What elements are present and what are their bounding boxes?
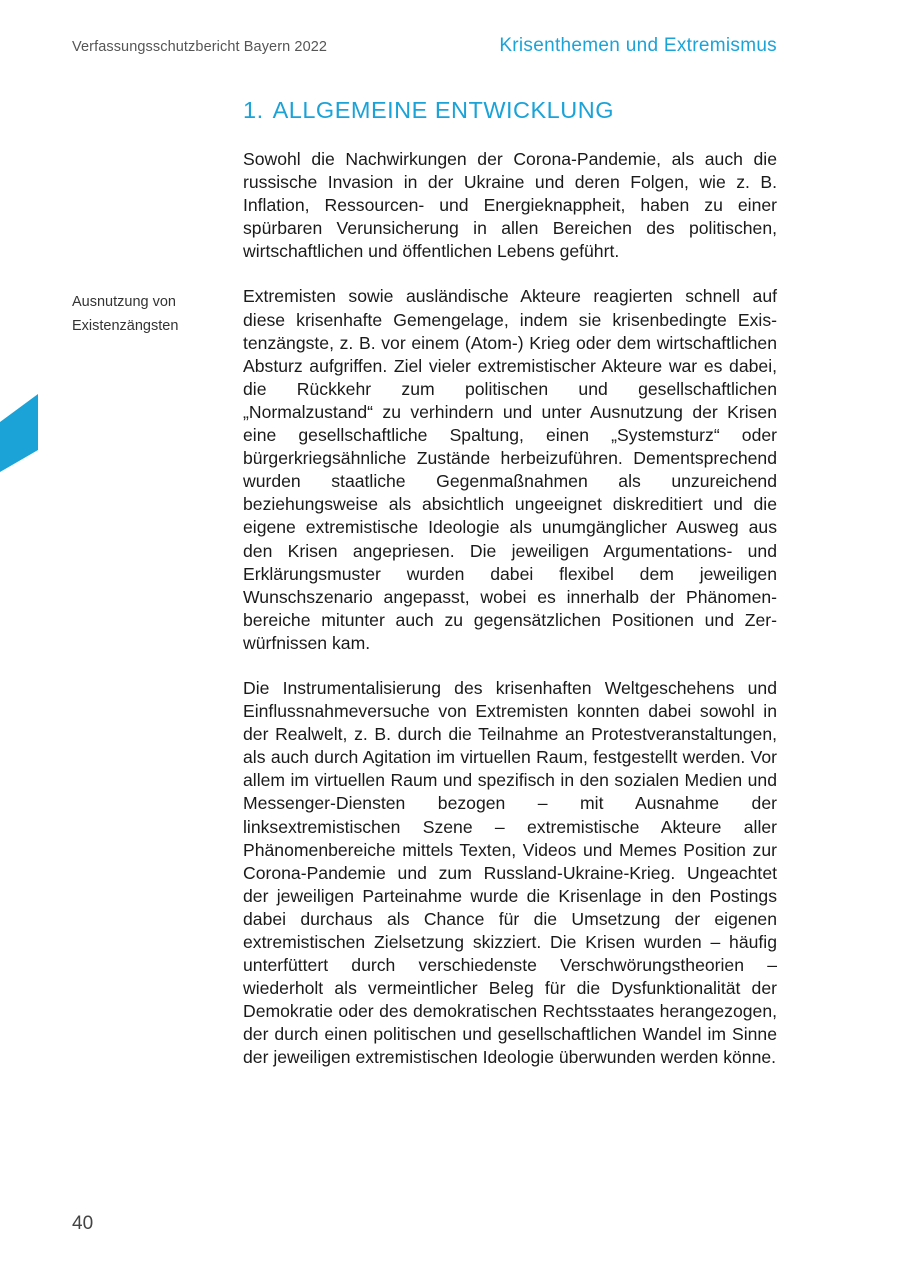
margin-note <box>72 290 222 338</box>
body-text <box>243 148 777 1092</box>
section-number: 1. <box>243 97 264 123</box>
running-header-publication: Verfassungsschutzbericht Bayern 2022 <box>72 39 328 55</box>
paragraph-1: Sowohl die Nachwirkungen der Corona-Pandemie, als auch die russische Invasion in der Ukraine und deren Folgen, wie z. B. Inflation, Ressourcen- und Energieknappheit, haben zu einer spürbaren Verunsicherung in allen Bereichen des politischen, wirtschaftlichen und öffentlichen Lebens geführt. <box>243 149 777 262</box>
section-heading <box>243 97 614 124</box>
chapter-marker-tab <box>0 394 38 472</box>
paragraph-3: Die Instrumentalisierung des krisenhaften Weltgeschehens und Einflussnahmeversuche von Extremisten konnten dabei sowohl in der Realwelt, z. B. durch die Teilnahme an Protestveranstaltungen, als auch durch Agitation im virtuellen Raum, festgestellt werden. Vor allem im virtuellen Raum und spezifisch in den sozialen Medien und Messenger-Diensten bezogen – mit Ausnahme der linksextremistischen Szene – extremistische Akteure aller Phänomenbereiche mittels Texten, Videos und Memes Position zur Corona-Pandemie und zum Russland-Ukraine-Krieg. Ungeachtet der jeweiligen Parteinahme wurde die Krisenlage in den Postings dabei durchaus als Chance für die Umsetzung der eigenen extremistischen Zielsetzung skizziert. Die Krisen wurden – häufig unterfüttert durch verschiedenste Verschwörungstheorien – wiederholt als vermeintlicher Beleg für die Dysfunktionalität der Demokratie oder des demokratischen Rechtsstaates herangezogen, der durch einen politischen und gesellschaftlichen Wandel im Sinne der jeweiligen extremistischen Ideologie überwunden werden könne. <box>243 677 777 1068</box>
running-header-chapter: Krisenthemen und Extremismus <box>499 35 777 56</box>
margin-note-line-2: Existenzängsten <box>72 318 179 334</box>
paragraph-2: Extremisten sowie ausländische Akteure reagierten schnell auf diese krisenhafte Gemengelage, indem sie krisenbedingte Existenzängste, z. B. vor einem (Atom-) Krieg oder dem wirtschaftlichen Absturz aufgriffen. Ziel vieler extremistischer Akteure war es dabei, die Rückkehr zum politischen und gesellschaftlichen „Normalzustand“ zu verhindern und unter Ausnutzung der Krisen eine gesellschaftliche Spaltung, einen „Systemsturz“ oder bürgerkriegsähnliche Zustände herbeizuführen. Dementsprechend wurden staatliche Gegenmaßnahmen als unzureichend beziehungsweise als absichtlich ungeeignet diskreditiert und die eigene extremistische Ideologie als unumgänglicher Ausweg aus den Krisen angepriesen. Die jeweiligen Argumentations- und Erklärungsmuster wurden dabei flexibel dem jeweiligen Wunschszenario angepasst, wobei es innerhalb der Phänomenbereiche mitunter auch zu gegensätzlichen Positionen und Zerwürfnissen kam. <box>243 286 777 653</box>
section-title: ALLGEMEINE ENTWICKLUNG <box>272 97 614 123</box>
margin-note-line-1: Ausnutzung von <box>72 294 176 310</box>
page-number: 40 <box>72 1213 94 1234</box>
chapter-marker-shape <box>0 394 38 472</box>
